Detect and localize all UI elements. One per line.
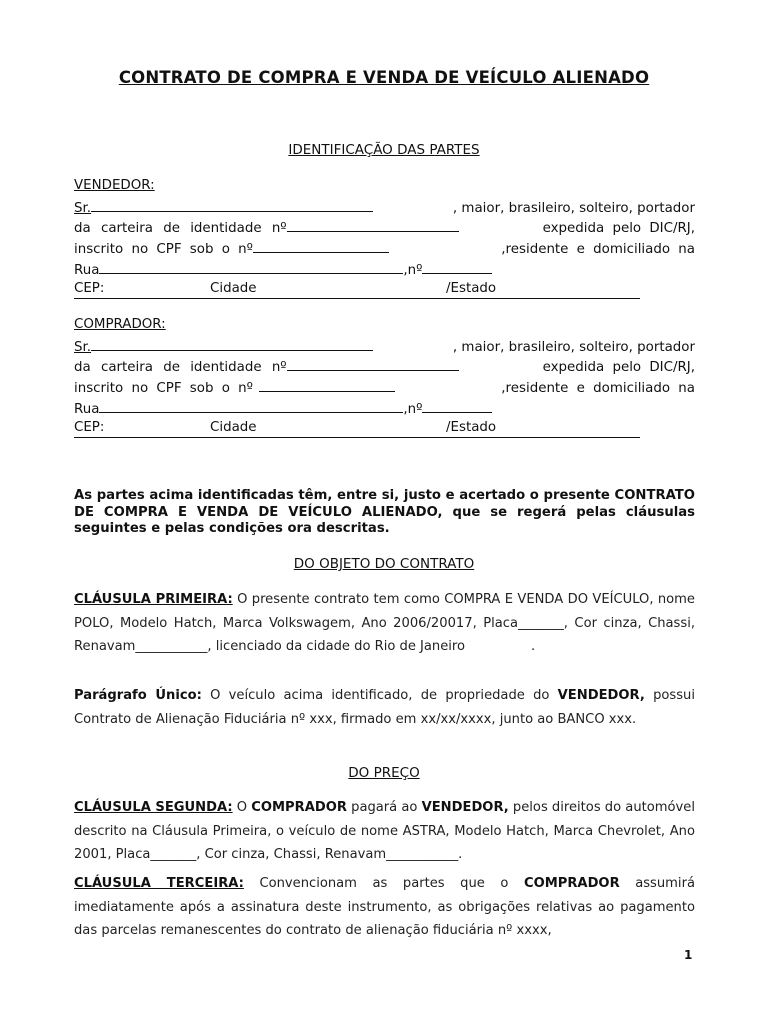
seller-city-label: Cidade [210, 281, 257, 297]
sole-paragraph-text-b: possui Contrato de Alienação Fiduciária nº xxx, firmado em xx/xx/xxxx, junto ao BANCO xxx. [74, 688, 695, 727]
sole-paragraph-text-a: O veículo acima identificado, de propriedade do [201, 688, 558, 703]
clause-first-label: CLÁUSULA PRIMEIRA: [74, 592, 233, 607]
clause-second-text-c: pelos direitos do automóvel descrito na Cláusula Primeira, o veículo de nome ASTRA, Modelo Hatch, Marca Chevrolet, Ano 2001, Placa_______, Cor cinza, Chassi, Renavam___________. [74, 800, 695, 862]
buyer-id-issuer: expedida pelo DIC/RJ, [542, 360, 695, 376]
buyer-city-label: Cidade [210, 420, 257, 436]
sole-paragraph-label: Parágrafo Único: [74, 688, 202, 703]
buyer-state-label: /Estado [446, 420, 497, 436]
seller-residence-label: ,residente e domiciliado na [501, 242, 695, 258]
buyer-street-label: Rua [74, 401, 100, 417]
clause-third-label: CLÁUSULA TERCEIRA: [74, 876, 244, 891]
seller-id-field[interactable] [287, 217, 459, 232]
sole-paragraph-seller: VENDEDOR, [557, 688, 645, 703]
seller-line1-tail: , maior, brasileiro, solteiro, portador [452, 200, 695, 216]
seller-cep-label: CEP: [74, 281, 105, 297]
clause-third-text-a: Convencionam as partes que o [243, 876, 524, 891]
seller-heading: VENDEDOR: [74, 178, 155, 193]
clause-second-text-b: pagará ao [346, 800, 422, 815]
seller-id-label: da carteira de identidade nº [74, 221, 287, 237]
buyer-street-field[interactable] [99, 398, 403, 413]
document-title: CONTRATO DE COMPRA E VENDA DE VEÍCULO ALIENADO [118, 68, 650, 87]
buyer-line1-tail: , maior, brasileiro, solteiro, portador [452, 339, 695, 355]
intro-paragraph: As partes acima identificadas têm, entre si, justo e acertado o presente CONTRATO DE COMPRA E VENDA DE VEÍCULO ALIENADO, que se regerá pelas cláusulas seguintes e pelas condições ora descritas. [74, 488, 695, 536]
buyer-cpf-field[interactable] [259, 377, 395, 392]
seller-street-field[interactable] [99, 259, 403, 274]
seller-block [74, 176, 695, 299]
seller-state-label: /Estado [446, 281, 497, 297]
buyer-cpf-label: inscrito no CPF sob o nº [74, 381, 253, 397]
buyer-id-field[interactable] [287, 356, 459, 371]
clause-first-end: . [531, 639, 536, 654]
seller-number-field[interactable] [422, 259, 492, 274]
buyer-block [74, 315, 695, 438]
clause-first-text: O presente contrato tem como COMPRA E VENDA DO VEÍCULO, nome POLO, Modelo Hatch, Marca Volkswagem, Ano 2006/20017, Placa_______, Cor cinza, Chassi, Renavam___________, licenciado da cidade do Rio de Janeiro [74, 592, 695, 654]
seller-cpf-field[interactable] [253, 238, 389, 253]
clause-second-buyer: COMPRADOR [251, 800, 347, 815]
clause-third-text-b: assumirá imediatamente após a assinatura deste instrumento, as obrigações relativas ao pagamento das parcelas remanescentes do contrato de alienação fiduciária nº xxxx, [74, 876, 695, 938]
seller-cpf-label: inscrito no CPF sob o nº [74, 242, 253, 258]
clause-first [74, 588, 695, 659]
buyer-id-label: da carteira de identidade nº [74, 360, 287, 376]
buyer-residence-label: ,residente e domiciliado na [501, 381, 695, 397]
clause-third-buyer: COMPRADOR [523, 876, 620, 891]
buyer-cep-label: CEP: [74, 420, 105, 436]
clause-third [74, 872, 695, 943]
buyer-heading: COMPRADOR: [74, 317, 166, 332]
clause-second [74, 796, 695, 867]
seller-number-label: ,nº [403, 262, 423, 278]
seller-name-field[interactable] [91, 197, 373, 212]
sole-paragraph [74, 684, 695, 731]
clause-second-text-a: O [232, 800, 252, 815]
clause-second-label: CLÁUSULA SEGUNDA: [74, 800, 233, 815]
buyer-sr-label: Sr. [74, 339, 92, 355]
seller-id-issuer: expedida pelo DIC/RJ, [542, 221, 695, 237]
buyer-number-label: ,nº [403, 401, 423, 417]
seller-sr-label: Sr. [74, 200, 92, 216]
section-heading-price: DO PREÇO [348, 765, 420, 781]
section-heading-parties: IDENTIFICAÇÃO DAS PARTES [288, 142, 480, 158]
page-number: 1 [684, 948, 693, 962]
section-heading-object: DO OBJETO DO CONTRATO [293, 556, 475, 572]
buyer-name-field[interactable] [91, 336, 373, 351]
buyer-number-field[interactable] [422, 398, 492, 413]
seller-street-label: Rua [74, 262, 100, 278]
clause-second-seller: VENDEDOR, [421, 800, 509, 815]
